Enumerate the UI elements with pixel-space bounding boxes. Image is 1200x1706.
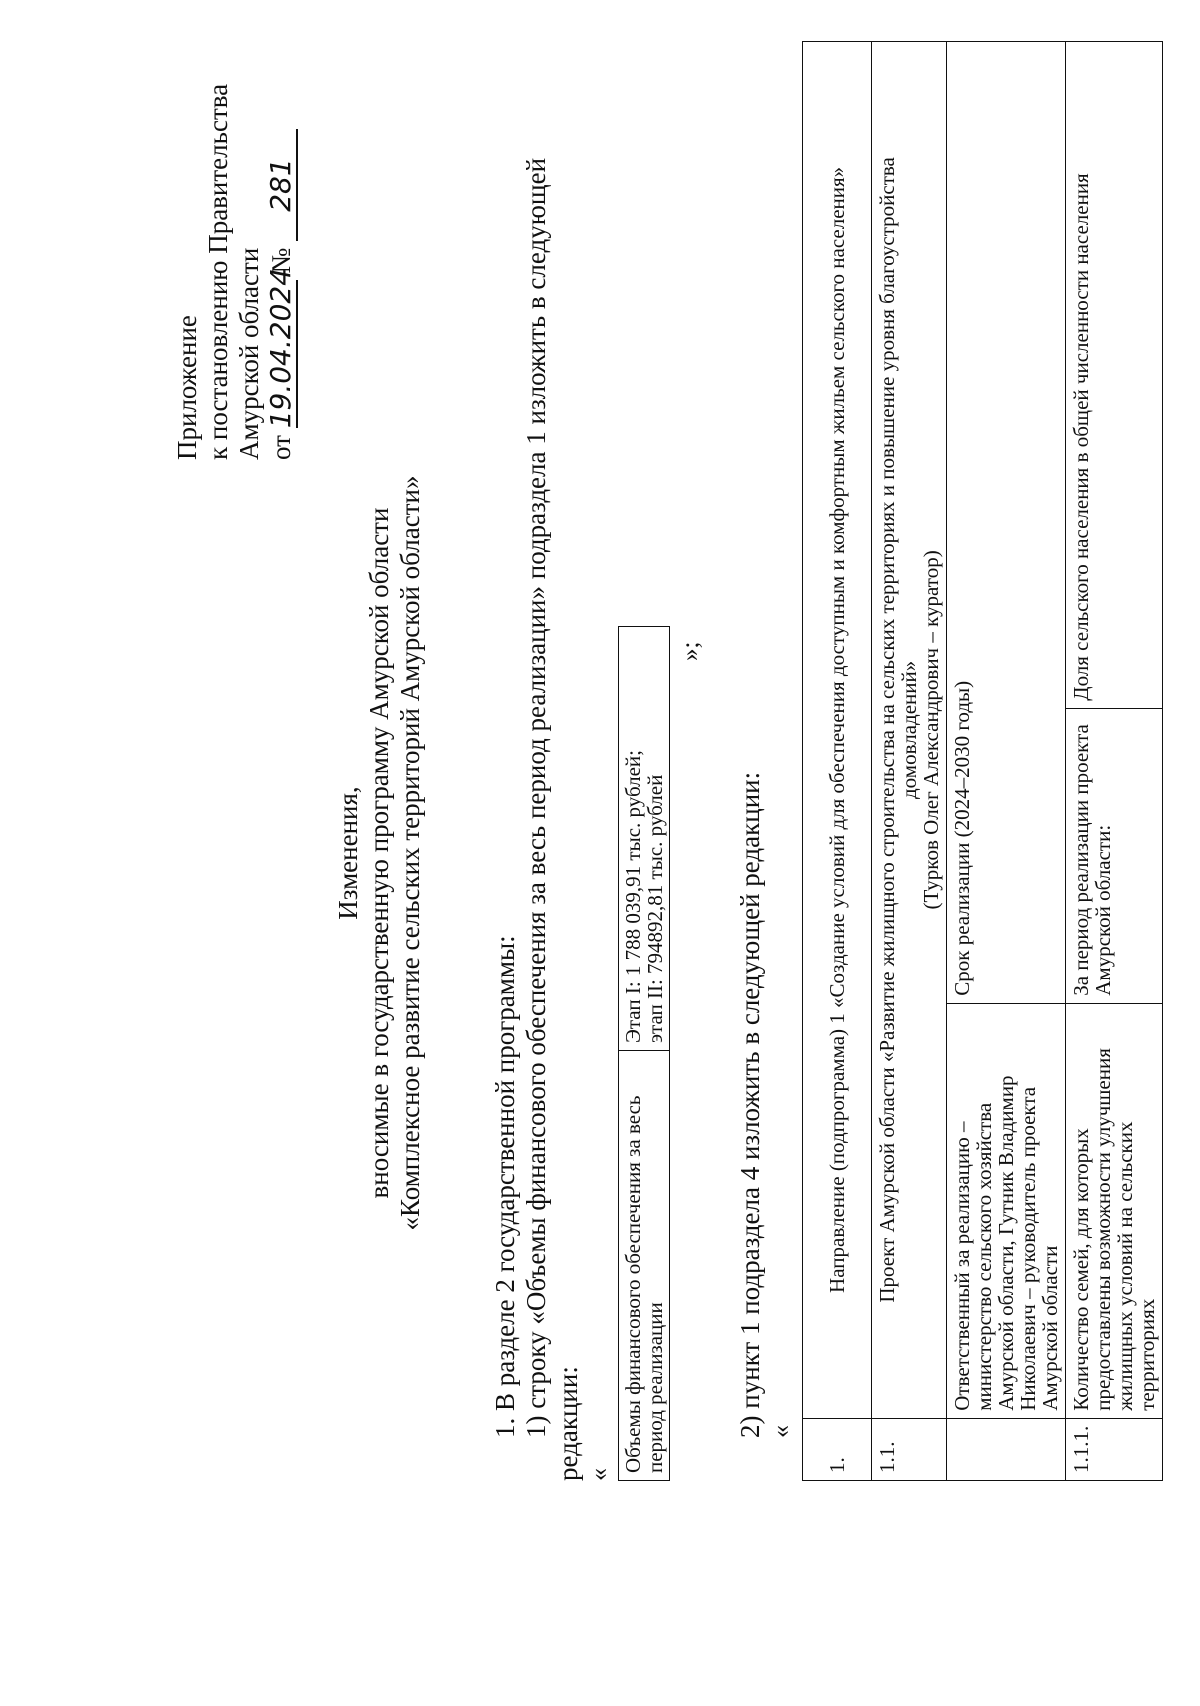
financing-label: Объемы финансового обеспечения за весь период реализации: [619, 1051, 670, 1481]
document-title: [333, 0, 426, 1706]
program-table: [802, 41, 1163, 1481]
table-row: [947, 42, 1066, 1481]
table-row: [872, 42, 947, 1481]
row-text: Проект Амурской области «Развитие жилищного строительства на сельских территориях и повышение уровня благоустройства домовладений» (Турков Олег Александрович – куратор): [872, 42, 947, 1419]
row-text: Направление (подпрограмма) 1 «Создание условий для обеспечения доступным и комфортным жильем сельского населения»: [803, 42, 872, 1419]
row-number: [947, 1418, 1066, 1480]
table-row: [1066, 42, 1163, 1481]
title-line: Изменения,: [333, 786, 363, 920]
financing-table: [618, 626, 670, 1481]
appendix-line: Приложение: [172, 315, 202, 460]
indicator-cell: Количество семей, для которых предоставлены возможности улучшения жилищных условий на сельских территориях: [1066, 1003, 1163, 1418]
financing-value: Этап I: 1 788 039,91 тыс. рублей; этап II: 794892,81 тыс. рублей: [619, 627, 670, 1051]
open-quote: «: [584, 1468, 613, 1481]
row-number: 1.1.1.: [1066, 1418, 1163, 1480]
responsible-cell: Ответственный за реализацию – министерство сельского хозяйства Амурской области, Гутник Владимир Николаевич – руководитель проекта Амурской области: [947, 1003, 1066, 1418]
term-cell: Срок реализации (2024–2030 годы): [947, 42, 1066, 1004]
appendix-line: к постановлению Правительства: [203, 83, 233, 460]
appendix-header: [172, 84, 298, 460]
share-cell: Доля сельского населения в общей численности населения: [1066, 42, 1163, 709]
table-row: [803, 42, 872, 1481]
from-label: от: [266, 435, 296, 460]
paragraph-item1-cont: редакции: «: [553, 1366, 613, 1481]
handwritten-date: 19.04.2024: [264, 267, 297, 429]
open-quote: «: [766, 1425, 795, 1438]
number-label: №: [266, 247, 296, 274]
row-number: 1.: [803, 1418, 872, 1480]
close-quote: »;: [677, 641, 704, 661]
title-line: вносимые в государственную программу Амурской области: [364, 507, 394, 1199]
title-line: «Комплексное развитие сельских территорий Амурской области»: [395, 475, 425, 1231]
appendix-date-line: [265, 84, 298, 460]
appendix-line: Амурской области: [234, 247, 264, 460]
row-number: 1.1.: [872, 1418, 947, 1480]
table-row: [619, 627, 670, 1481]
period-cell: За период реализации проекта Амурской области:: [1066, 708, 1163, 1003]
paragraph-item2: 2) пункт 1 подраздела 4 изложить в следующей редакции: «: [735, 771, 795, 1438]
paragraph-item1: 1) строку «Объемы финансового обеспечения за весь период реализации» подраздела 1 изложить в следующей: [521, 157, 551, 1438]
section-heading: 1. В разделе 2 государственной программы:: [490, 935, 520, 1438]
handwritten-number: 281: [265, 129, 298, 241]
